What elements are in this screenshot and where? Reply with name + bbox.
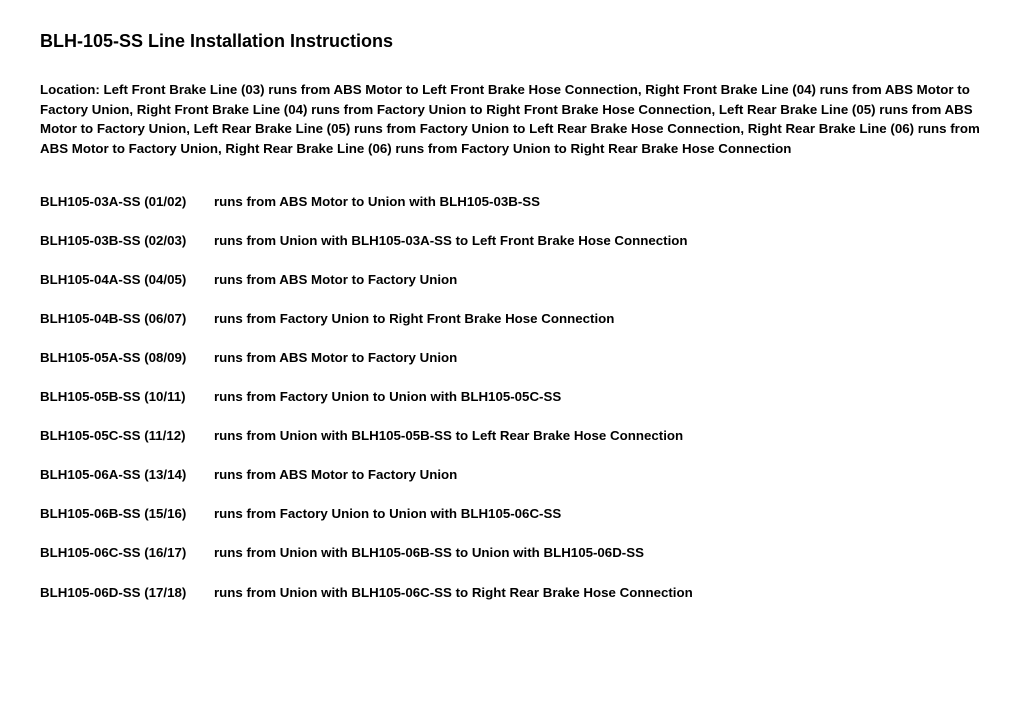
list-item [40,350,1000,389]
document-title: BLH-105-SS Line Installation Instructions [40,31,394,51]
location-paragraph: Location: Left Front Brake Line (03) runs from ABS Motor to Left Front Brake Hose Connection, Right Front Brake Line (04) runs from ABS Motor to Factory Union, Right Front Brake Line (04) runs from Factory Union to Right Front Brake Hose Connection, Left Rear Brake Line (05) runs from ABS Motor to Factory Union, Left Rear Brake Line (05) runs from Factory Union to Left Rear Brake Hose Connection, Right Rear Brake Line (06) runs from ABS Motor to Factory Union, Right Rear Brake Line (06) runs from Factory Union to Right Rear Brake Hose Connection [40,82,980,156]
list-item [40,194,1000,233]
list-item [40,545,1000,584]
part-number: BLH105-06D-SS (17/18) [40,585,187,600]
part-number: BLH105-03B-SS (02/03) [40,233,187,248]
line-description: runs from Union with BLH105-05B-SS to Left Rear Brake Hose Connection [214,428,684,443]
part-number: BLH105-05B-SS (10/11) [40,389,186,404]
part-number: BLH105-04B-SS (06/07) [40,311,187,326]
line-description: runs from ABS Motor to Factory Union [214,350,458,365]
list-item [40,506,1000,545]
list-item [40,585,1000,624]
line-description: runs from Factory Union to Union with BLH105-06C-SS [214,506,562,521]
part-number: BLH105-05C-SS (11/12) [40,428,186,443]
line-description: runs from ABS Motor to Union with BLH105-03B-SS [214,194,541,209]
part-number: BLH105-06C-SS (16/17) [40,545,187,560]
part-number: BLH105-04A-SS (04/05) [40,272,187,287]
list-item [40,311,1000,350]
part-number: BLH105-05A-SS (08/09) [40,350,187,365]
part-number: BLH105-06A-SS (13/14) [40,467,187,482]
line-description: runs from Union with BLH105-06B-SS to Union with BLH105-06D-SS [214,545,644,560]
list-item [40,428,1000,467]
list-item [40,389,1000,428]
line-description: runs from Factory Union to Right Front Brake Hose Connection [214,311,615,326]
list-item [40,272,1000,311]
brake-line-list [40,194,1000,624]
line-description: runs from ABS Motor to Factory Union [214,272,458,287]
line-description: runs from Union with BLH105-06C-SS to Right Rear Brake Hose Connection [214,585,693,600]
line-description: runs from Union with BLH105-03A-SS to Left Front Brake Hose Connection [214,233,688,248]
line-description: runs from ABS Motor to Factory Union [214,467,458,482]
line-description: runs from Factory Union to Union with BLH105-05C-SS [214,389,562,404]
part-number: BLH105-06B-SS (15/16) [40,506,187,521]
list-item [40,467,1000,506]
part-number: BLH105-03A-SS (01/02) [40,194,187,209]
list-item [40,233,1000,272]
